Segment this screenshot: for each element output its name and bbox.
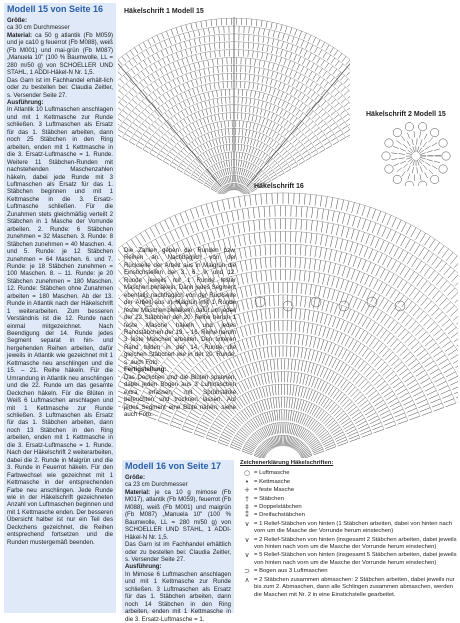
- chart-1-stitches: [118, 17, 350, 194]
- modell-15-body: [4, 17, 116, 546]
- legend-symbol-icon: †: [240, 496, 254, 503]
- material-label: Material:: [7, 32, 32, 39]
- m16-size: ca 23 cm Durchmesser: [125, 481, 188, 488]
- legend-rows: [240, 470, 458, 599]
- chart-notes-text: Die Zahlen geben die Runden bzw. Reihen an. Nachträglich von der Rückseite der Arbeit aus in Maigrün die Einstichstellen der 3., 6., 9. und 12. Runde jeweils mit 1 Runde fester Maschen behäkeln. Dann jedes Segment ebenfalls nachträglich von der Rückseite der Arbeit aus in Maigrün mit 1 Runde fester Maschen behäkeln, dafür um jedes der 22 Stäbchen der 20. Reihe herum 1 feste Masche häkeln und jedes Randstäbchen der 19. – 16. Reihe herum 3 feste Maschen arbeiten. Den unteren Rand bilden in der 14. Runde die gleichen Stäbchen wie in der 20. Runde, s. auch Foto.: [124, 247, 236, 366]
- modell-15-panel: [4, 3, 116, 613]
- finish-text: Das Deckchen und die Blüten spannen, dabei jeden Bogen aus 3 Luftmaschen extra erfassen, mit Sprühstärke befeuchten und trocknen lassen. Auf jedes Segment eine Blüte nähen, siehe auch Foto.: [124, 374, 236, 418]
- symbol-legend: [240, 460, 458, 600]
- legend-text: = feste Masche: [254, 487, 294, 494]
- legend-text: = Stäbchen: [254, 496, 284, 503]
- legend-row: [240, 479, 458, 486]
- material-text: ca 50 g atlantik (Fb M059) und je ca10 g feuerrot (Fb M088), weiß (Fb M001) und mai-grün (Fb M087) „Manuela 10" (100 % Baumwolle, LL = 280 m/50 g) von SCHOELLER UND STAHL, 1 ADDI-Häkel-N Nr. 1,5.: [7, 32, 113, 76]
- legend-text: = Luftmasche: [254, 470, 290, 477]
- legend-text: = Kettmasche: [254, 479, 290, 486]
- legend-row: [240, 504, 458, 511]
- work-text: In Atlantik 10 Luftmaschen anschlagen und mit 1 Kettmasche zur Runde schließen. 3 Luftmaschen als Ersatz für das 1. Stäbchen arbeiten, dann noch 25 Stäbchen in den Ring arbeiten, enden mit 1 Kettmasche in die 3. Ersatz-Luftmasche = 1. Runde. Weitere 11 Stäbchen-Runden mit nachstehenden Maschenzahlen häkeln, dabei jede Runde mit 3 Luftmaschen als Ersatz für das 1. Stäbchen beginnen und mit 1 Kettmasche in die 3. Ersatz-Luftmasche schließen. Für die Zunahmen stets gleichmäßig verteilt 2 Stäbchen in 1 Masche der Vorrunde arbeiten. 2. Runde: 6 Stäbchen zunehmen = 32 Maschen. 3. Runde: 8 Stäbchen zunehmen = 40 Maschen. 4. und 5. Runde: je 12 Stäbchen zunehmen = 64 Maschen. 6. und 7. Runde: je 18 Stäbchen zunehmen = 100 Maschen. 8. – 11. Runde: je 20 Stäbchen zunehmen = 180 Maschen. 12. Runde: Stäbchen ohne Zunahmen arbeiten = 180 Maschen. Ab der 13. Runde in Atlantik nach der Häkelschrift 1 weiterarbeiten. Zum besseren Verständnis ist die 12. Runde nach einmal mitgezeichnet. Nach Beendigung der 14. Runde jedes Segment separat in hin- und hergehenden Reihen arbeiten, dafür jeweils in Atlantik wie gezeichnet mit 1 Kettmasche neu anschlingen und die 15. – 21. Reihe häkeln. Für die Umrandung in Atlantik neu anschlingen und die 22. Runde um das gesamte Deckchen häkeln. Für die Blüten in Weiß 6 Luftmaschen anschlagen und mit 1 Kettmasche zur Runde schließen. 3 Luftmaschen als Ersatz für das 1. Stäbchen arbeiten, dann noch 13 Stäbchen in den Ring arbeiten, enden mit 1 Kettmasche in die 3. Ersatz-Luftmasche = 1. Runde. Nach der Häkelschrift 2 weiterarbeiten, dabei die 2. Runde in Maigrün und die 3. Runde in Feuerrot häkeln. Für den Farbwechsel wie gezeichnet mit 1 Kettmasche in der entsprechenden Farbe neu anschlingen. Jede Runde wie in der Häkelschrift gezeichneten Anzahl von Luftmaschen beginnen und mit 1 Kettmasche enden. Der besseren Übersicht halber ist nur ein Teil des Deckchens gezeichnet, die Reihen entsprechend fortsetzen und die Runden mustergemäß beenden.: [7, 106, 113, 545]
- legend-text: = 1 Relief-Stäbchen von hinten (1 Stäbchen arbeiten, dabei von hinten nach vorn um die Masche der Vorrunde herum einstechen): [254, 521, 458, 536]
- legend-symbol-icon: ⊃: [240, 568, 254, 575]
- legend-row: [240, 537, 458, 552]
- m16-material: je ca 10 g mimose (Fb M017), atlantik (Fb M059), feuerrot (Fb M088), weiß (Fb M001) und maigrün (Fb M087) „Manuela 10" (100 % Baumwolle, LL = 280 m/50 g) von SCHOELLER UND STAHL, 1 ADDI-Häkel-N Nr. 1,5.: [125, 489, 231, 541]
- legend-row: [240, 496, 458, 503]
- legend-symbol-icon: ○: [240, 470, 254, 477]
- size-label: Größe:: [7, 17, 27, 24]
- finish-label: Fertigstellung:: [124, 366, 166, 373]
- chart-notes: [124, 247, 236, 418]
- order-note: Das Garn ist im Fachhandel erhält-lich oder zu bestellen bei: Claudia Zeitler, s. Versender Seite 27.: [7, 77, 113, 99]
- legend-title: Zeichenerklärung Häkelschriften:: [240, 460, 458, 467]
- legend-text: = Dreifachstäbchen: [254, 512, 305, 519]
- legend-symbol-icon: ‡: [240, 504, 254, 511]
- legend-row: [240, 577, 458, 599]
- work-label: Ausführung:: [7, 99, 44, 106]
- chart-1-diagram: [118, 2, 350, 194]
- legend-text: = 2 Relief-Stäbchen von hinten (insgesamt 2 Stäbchen arbeiten, dabei jeweils von hinten nach vorn um die Masche der Vorrunde herum einstechen): [254, 537, 458, 552]
- legend-text: = 5 Relief-Stäbchen von hinten (insgesamt 5 Stäbchen arbeiten, dabei jeweils von hinten nach vorn um die Masche der Vorrunde herum einstechen): [254, 552, 458, 567]
- legend-row: [240, 470, 458, 477]
- m16-work: In Mimose 6 Luftmaschen anschlagen und mit 1 Kettmasche zur Runde schließen. 3 Luftmaschen als Ersatz für das 1. Stäbchen arbeiten, dann noch 14 Stäbchen in den Ring arbeiten, enden mit 1 Kettmasche in die 3. Ersatz-Luftmasche = 1.: [125, 571, 231, 623]
- legend-symbol-icon: ∨: [240, 521, 254, 528]
- legend-symbol-icon: •: [240, 479, 254, 486]
- m16-order-note: Das Garn ist im Fachhandel erhältlich oder zu bestellen bei: Claudia Zeitler, s. Versender Seite 27.: [125, 541, 231, 563]
- legend-row: [240, 521, 458, 536]
- legend-text: = Doppelstäbchen: [254, 504, 302, 511]
- chart-1-label: Häkelschrift 1 Modell 15: [124, 8, 204, 15]
- modell-16-body: [122, 474, 234, 623]
- legend-row: [240, 552, 458, 567]
- chart-2-label: Häkelschrift 2 Modell 15: [366, 111, 446, 118]
- legend-row: [240, 568, 458, 575]
- modell-15-heading: Modell 15 von Seite 16: [4, 3, 116, 17]
- m16-size-label: Größe:: [125, 474, 145, 481]
- size-value: ca 30 cm Durchmesser: [7, 24, 70, 31]
- chart-2-diagram: [356, 98, 458, 186]
- legend-row: [240, 512, 458, 519]
- legend-text: = 2 Stäbchen zusammen abmaschen: 2 Stäbchen arbeiten, dabei jeweils nur bis zum 2. Abmaschen, dann alle Schlingen zusammen abmaschen, werden die Maschen mit Nr. 2 in eine Einstichstelle gearbeitet.: [254, 577, 458, 599]
- legend-symbol-icon: ∨: [240, 552, 254, 559]
- legend-row: [240, 487, 458, 494]
- legend-symbol-icon: ∧: [240, 577, 254, 584]
- chart-16-label: Häkelschrift 16: [254, 183, 304, 190]
- modell-16-heading: Modell 16 von Seite 17: [122, 460, 234, 474]
- m16-material-label: Material:: [125, 489, 150, 496]
- m16-work-label: Ausführung:: [125, 563, 162, 570]
- legend-symbol-icon: +: [240, 487, 254, 494]
- legend-text: = Bogen aus 3 Luftmaschen: [254, 568, 328, 575]
- legend-symbol-icon: ⁑: [240, 512, 254, 519]
- legend-symbol-icon: ∨: [240, 537, 254, 544]
- modell-16-panel: [122, 460, 234, 613]
